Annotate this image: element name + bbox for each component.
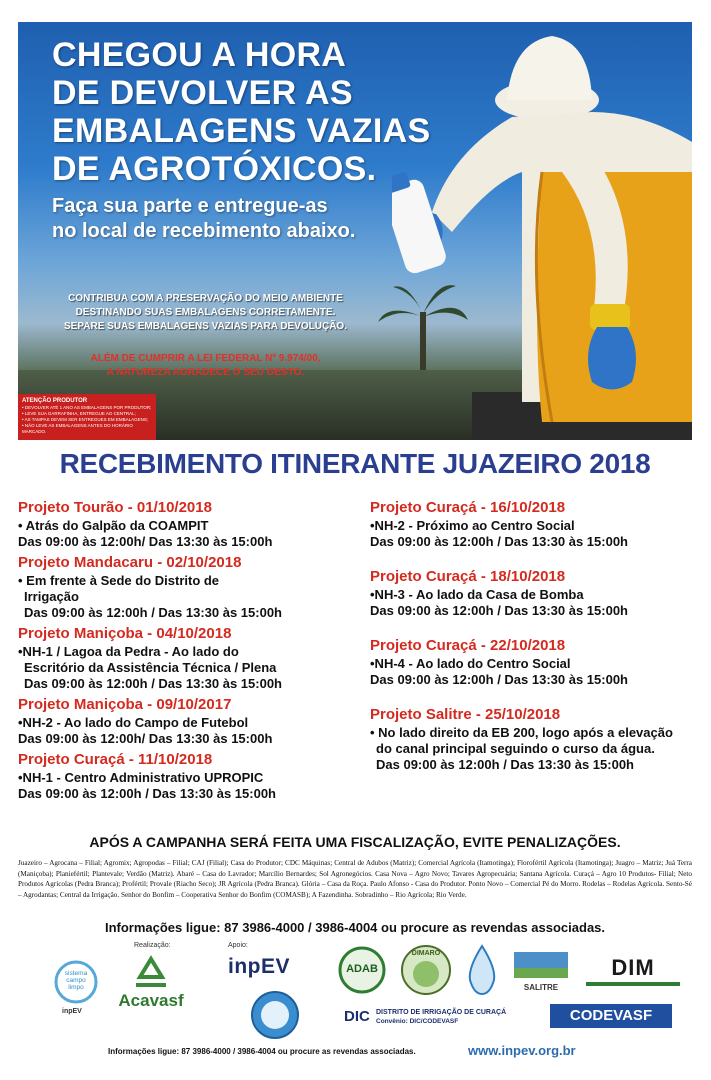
- entry-line: Escritório da Assistência Técnica / Plena: [24, 660, 277, 675]
- contribua-line-3: SEPARE SUAS EMBALAGENS VAZIAS PARA DEVOLUÇÃO.: [64, 321, 347, 332]
- entry-text: [18, 715, 363, 747]
- inpev-text: inpEV: [228, 955, 291, 978]
- acavasf-text: Acavasf: [118, 991, 184, 1010]
- inpev-small-text: inpEV: [62, 1008, 82, 1015]
- entry-text: [370, 725, 700, 773]
- apoio-label: Apoio:: [228, 942, 248, 949]
- entry-line: Das 09:00 às 12:00h / Das 13:30 às 15:00h: [370, 534, 629, 549]
- schedule-entry: [18, 750, 363, 802]
- subline-line-2: no local de recebimento abaixo.: [52, 220, 356, 242]
- sistema-campo-limpo-logo: [50, 960, 102, 1020]
- hero-banner: [18, 22, 692, 440]
- project-heading: Projeto Curaçá - 11/10/2018: [18, 751, 213, 768]
- inpev-logo: [228, 955, 320, 981]
- codevasf-text: CODEVASF: [569, 1007, 653, 1024]
- salitre-text: SALITRE: [523, 983, 559, 992]
- entry-text: [370, 587, 700, 619]
- entry-text: [18, 518, 363, 550]
- fiscalizacao-warning: APÓS A CAMPANHA SERÁ FEITA UMA FISCALIZAÇÃO, EVITE PENALIZAÇÕES.: [89, 834, 621, 850]
- entry-line: Das 09:00 às 12:00h / Das 13:30 às 15:00h: [24, 676, 283, 691]
- entry-line: Das 09:00 às 12:00h / Das 13:30 às 15:00h: [376, 757, 635, 772]
- atencao-box: [18, 394, 156, 440]
- hero-subline: [52, 194, 382, 244]
- recycle-icon: [114, 955, 188, 995]
- atencao-item: • DEVOLVER ATÉ 1 ANO AS EMBALAGENS POR PRODUTOR;: [22, 405, 152, 410]
- realizacao-label: Realização:: [134, 942, 171, 949]
- atencao-item: • AS TAMPAS DEVEM SER ENTREGUES EM EMBALAGENS;: [22, 417, 149, 422]
- headline-line-2: DE DEVOLVER AS: [52, 74, 353, 112]
- project-heading: Projeto Curaçá - 16/10/2018: [370, 499, 566, 516]
- footer-info: Informações ligue: 87 3986-4000 / 3986-4004 ou procure as revendas associadas.: [108, 1047, 416, 1056]
- entry-line: Das 09:00 às 12:00h/ Das 13:30 às 15:00h: [18, 534, 273, 549]
- project-heading: Projeto Maniçoba - 09/10/2017: [18, 696, 232, 713]
- contribua-line-1: CONTRIBUA COM A PRESERVAÇÃO DO MEIO AMBIENTE: [68, 293, 343, 304]
- entry-line: •NH-2 - Próximo ao Centro Social: [370, 518, 575, 533]
- schedule-right-column: [370, 498, 700, 790]
- alem-text: [38, 352, 373, 380]
- info-line: Informações ligue: 87 3986-4000 / 3986-4004 ou procure as revendas associadas.: [104, 920, 606, 935]
- entry-line: •NH-4 - Ao lado do Centro Social: [370, 656, 571, 671]
- entry-line: Irrigação: [24, 589, 79, 604]
- schedule-title: RECEBIMENTO ITINERANTE JUAZEIRO 2018: [59, 448, 651, 479]
- dim-underline: [586, 982, 680, 986]
- contribua-line-2: DESTINANDO SUAS EMBALAGENS CORRETAMENTE.: [75, 307, 336, 318]
- dic-text: DIC: [344, 1008, 370, 1025]
- project-heading: Projeto Curaçá - 18/10/2018: [370, 568, 566, 585]
- entry-line: • No lado direito da EB 200, logo após a elevação: [370, 725, 673, 740]
- headline-line-1: CHEGOU A HORA: [52, 36, 347, 74]
- adab-logo: [338, 946, 386, 994]
- sistema-text: sistema campo limpo: [64, 970, 88, 991]
- revendas-list: Juazeiro – Agrocana – Filial; Agromix; Agropodas – Filial; CAJ (Filial); Casa do Produtor; CDC Máquinas; Central de Adubos (Matriz); Comercial Agrícola (Itamotinga); Florofértil Agrícola (Itamotinga); Juagro – Matriz; Juá Terra (Maniçoba); Planiefértil; Plantevale; Verdão (Matriz). Abaré – Casa do Lavrador; Marcílio Bernardes; Sol Agronegócios. Casa Nova – Agro Novo; Tavares Agropecuária; Santana Agrícola. Curaçá – Agro 10 Produtos- Filial; Neto Produtos Agrícolas (Pedra Branca); Profértil; Provale (Riacho Seco); JR Agrícola (Pedra Branca). Glória – Casa da Roça. Paulo Afonso - Casa do Produtor. Ponto Novo – Comercial Pé do Morro. Rodelas – Rodelas Agrícola. Sento-Sé – Agrodantas; Central da Irrigação. Senhor do Bonfim – Cooperativa Senhor do Bonfim (COMASB); A Fazendinha. Sobradinho – Rio Agrícola; Rio Verde.: [18, 859, 692, 899]
- headline-line-3: EMBALAGENS VAZIAS: [52, 112, 431, 150]
- project-heading: Projeto Maniçoba - 04/10/2018: [18, 625, 232, 642]
- entry-text: [370, 656, 700, 688]
- entry-text: [18, 644, 363, 692]
- entry-line: Das 09:00 às 12:00h / Das 13:30 às 15:00h: [370, 603, 629, 618]
- district-seal-icon: [250, 990, 300, 1040]
- salitre-logo: [514, 952, 568, 992]
- codevasf-logo: [550, 1004, 672, 1028]
- project-heading: Projeto Mandacaru - 02/10/2018: [18, 554, 242, 571]
- schedule-left-column: [18, 498, 363, 805]
- salitre-landscape-icon: [514, 952, 568, 978]
- entry-line: do canal principal seguindo o curso da água.: [376, 741, 655, 756]
- schedule-entry: [18, 553, 363, 621]
- entry-line: Das 09:00 às 12:00h / Das 13:30 às 15:00h: [370, 672, 629, 687]
- subline-line-1: Faça sua parte e entregue-as: [52, 195, 328, 217]
- entry-text: [18, 573, 363, 621]
- entry-line: •NH-1 / Lagoa da Pedra - Ao lado do: [18, 644, 239, 659]
- project-heading: Projeto Tourão - 01/10/2018: [18, 499, 212, 516]
- dimaro-logo: [400, 944, 452, 996]
- website-link[interactable]: www.inpev.org.br: [468, 1043, 576, 1058]
- dic-logo: [344, 1008, 524, 1028]
- dic-name: DISTRITO DE IRRIGAÇÃO DE CURAÇÁ: [376, 1009, 507, 1016]
- schedule-entry: [18, 624, 363, 692]
- entry-line: Das 09:00 às 12:00h / Das 13:30 às 15:00h: [18, 786, 277, 801]
- dim-logo: [586, 955, 680, 987]
- entry-line: Das 09:00 às 12:00h/ Das 13:30 às 15:00h: [18, 731, 273, 746]
- dim-text: DIM: [611, 955, 655, 980]
- entry-line: •NH-1 - Centro Administrativo UPROPIC: [18, 770, 264, 785]
- entry-line: Das 09:00 às 12:00h / Das 13:30 às 15:00h: [24, 605, 283, 620]
- project-heading: Projeto Curaçá - 22/10/2018: [370, 637, 566, 654]
- entry-text: [18, 770, 363, 802]
- schedule-entry: [18, 695, 363, 747]
- schedule-entry: [370, 705, 700, 773]
- entry-line: •NH-2 - Ao lado do Campo de Futebol: [18, 715, 249, 730]
- alem-line-1: ALÉM DE CUMPRIR A LEI FEDERAL Nº 9.974/00,: [90, 353, 321, 364]
- entry-line: • Em frente à Sede do Distrito de: [18, 573, 220, 588]
- dimaro-text: DIMARO: [411, 950, 441, 957]
- schedule-entry: [370, 567, 700, 619]
- entry-line: •NH-3 - Ao lado da Casa de Bomba: [370, 587, 584, 602]
- contribua-text: [38, 292, 373, 334]
- project-heading: Projeto Salitre - 25/10/2018: [370, 706, 561, 723]
- schedule-entry: [370, 636, 700, 688]
- worker-illustration: [392, 22, 692, 440]
- alem-line-2: A NATUREZA AGRADECE O SEU GESTO.: [106, 367, 305, 378]
- acavasf-logo: [114, 955, 188, 1021]
- dic-convenio: Convênio: DIC/CODEVASF: [376, 1018, 459, 1025]
- headline-line-4: DE AGROTÓXICOS.: [52, 150, 377, 188]
- adab-text: ADAB: [346, 963, 378, 975]
- entry-line: • Atrás do Galpão da COAMPIT: [18, 518, 209, 533]
- hero-headline: [52, 36, 432, 188]
- water-drop-icon: [464, 944, 500, 996]
- schedule-entry: [18, 498, 363, 550]
- atencao-item: • NÃO LEVE AS EMBALAGENS ANTES DO HORÁRIO MARCADO.: [22, 423, 133, 434]
- atencao-title: ATENÇÃO PRODUTOR: [22, 398, 88, 404]
- schedule-entry: [370, 498, 700, 550]
- entry-text: [370, 518, 700, 550]
- atencao-item: • LEVE SUA GARRAFINHA, ENTREGUE AO CENTRAL;: [22, 411, 136, 416]
